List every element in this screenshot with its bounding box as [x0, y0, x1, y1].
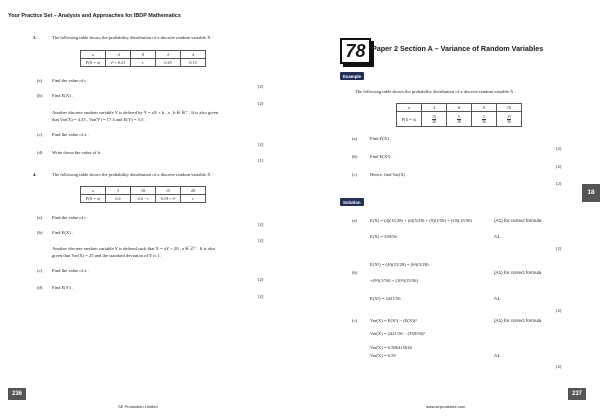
- ex-c-label: (c): [352, 172, 358, 177]
- q4-intro: The following table shows the probability distribution of a discrete random variable X .: [52, 172, 213, 177]
- q3-text2: that Var(X) = 4.35 , Var(Y) = 17.4 and E(Y) = 5.5 .: [52, 117, 146, 122]
- q3-probability-table: [80, 50, 206, 67]
- ex-a-label: (a): [352, 136, 358, 141]
- table-cell: r² + 0.21: [106, 59, 131, 67]
- q4a-label: (a): [37, 215, 43, 220]
- sol-b-mark: [2]: [556, 308, 562, 313]
- sol-a-note2: A1: [494, 234, 500, 239]
- table-cell: x: [81, 51, 106, 59]
- q4-text1: Another discrete random variable Y is defined such that X = aY + 20 , a ∈ ℤ⁺ . It is also: [52, 246, 216, 251]
- q3c-label: (c): [37, 132, 43, 137]
- table-cell: 9: [472, 104, 497, 112]
- table-cell: 10: [131, 187, 156, 195]
- q3-intro: The following table shows the probability distribution of a discrete random variable X .: [52, 35, 213, 40]
- q3c-text: Find the value of a .: [52, 132, 89, 137]
- sol-a-note1: (A1) for correct formula: [494, 218, 542, 223]
- page-number-left: 236: [8, 388, 26, 400]
- ex-b-mark: [2]: [556, 164, 562, 169]
- sol-b-line2: +(9²)(1/56) + (10²)(15/56): [370, 278, 418, 283]
- q4c-text: Find the value of a .: [52, 268, 89, 273]
- table-cell: r: [181, 195, 206, 203]
- q4c-label: (c): [37, 268, 43, 273]
- table-cell: 2: [156, 51, 181, 59]
- sol-a-line1: E(X) = (4)(15/28) + (6)(5/28) + (9)(1/56) + (10)(15/56): [370, 218, 472, 223]
- sol-c-line2: Var(X) = 2421/56 − (339/56)²: [370, 331, 425, 336]
- sol-c-label: (c): [352, 318, 358, 323]
- q4-number: 4.: [33, 172, 37, 177]
- fraction: $\frac{5}{28}$: [457, 114, 461, 124]
- chapter-side-tab: 18: [582, 184, 600, 202]
- q4d-text: Find E(Y) .: [52, 285, 74, 290]
- example-intro: The following table shows the probability distribution of a discrete random variable X .: [355, 89, 516, 94]
- table-cell: 0.4: [106, 195, 131, 203]
- q3a-mark: [2]: [258, 84, 264, 89]
- ex-c-mark: [2]: [556, 181, 562, 186]
- fraction: $\frac{1}{56}$: [482, 114, 486, 124]
- sol-c-mark: [2]: [556, 364, 562, 369]
- table-cell: 0.15: [181, 59, 206, 67]
- table-cell: x: [397, 104, 422, 112]
- q4-text2: given that Var(X) = 25 and the standard deviation of Y is 1.: [52, 253, 161, 258]
- q3-text1: Another discrete random variable Y is defined by Y = aX + b , a , b ∈ ℝ⁺ . It is also given: [52, 110, 219, 115]
- ex-b-text: Find E(X²) .: [370, 154, 393, 159]
- q4-probability-table: [80, 186, 206, 203]
- q4a-text: Find the value of r .: [52, 215, 89, 220]
- table-cell: 20: [181, 187, 206, 195]
- q3d-label: (d): [37, 150, 43, 155]
- q4d-label: (d): [37, 285, 43, 290]
- sol-b-line1: E(X²) = (4²)(15/28) + (6²)(5/28): [370, 262, 429, 267]
- section-number-badge: 78: [340, 38, 371, 64]
- q3d-mark: [1]: [258, 158, 264, 163]
- sol-a-mark: [2]: [556, 246, 562, 251]
- sol-c-line4: Var(X) = 6.59: [370, 353, 396, 358]
- table-cell: 10: [497, 104, 522, 112]
- solution-label: Solution: [340, 198, 364, 206]
- table-cell: 4: [181, 51, 206, 59]
- table-cell: x: [81, 187, 106, 195]
- sol-c-note2: A1: [494, 353, 500, 358]
- table-cell: P(X = x): [397, 112, 422, 127]
- sol-b-note2: A1: [494, 296, 500, 301]
- footer-right: www.seprodstore.com: [426, 404, 466, 409]
- table-cell: r: [131, 59, 156, 67]
- table-cell: 15: [156, 187, 181, 195]
- fraction: $\frac{15}{28}$: [432, 114, 436, 124]
- fraction: $\frac{15}{56}$: [507, 114, 511, 124]
- table-cell: 0.25: [156, 59, 181, 67]
- q4d-mark: [2]: [258, 294, 264, 299]
- table-cell: 4: [422, 104, 447, 112]
- footer-left: SE Production Limited: [118, 404, 158, 409]
- table-cell: [472, 112, 497, 127]
- q3a-label: (a): [37, 78, 43, 83]
- q3b-text: Find E(X) .: [52, 93, 74, 98]
- table-cell: 5: [106, 187, 131, 195]
- sol-c-line3: Var(X) = 6.586415816: [370, 345, 412, 350]
- sol-c-line1: Var(X) = E(X²) − (E(X))²: [370, 318, 417, 323]
- q4a-mark: [2]: [258, 222, 264, 227]
- table-cell: 0.4 − r: [131, 195, 156, 203]
- page-number-right: 237: [568, 388, 586, 400]
- q4b-text: Find E(X) .: [52, 230, 74, 235]
- table-cell: P(X = x): [81, 59, 106, 67]
- book-title: Your Practice Set – Analysis and Approaches for IBDP Mathematics: [8, 13, 181, 19]
- table-cell: −2: [106, 51, 131, 59]
- table-cell: [447, 112, 472, 127]
- table-cell: 0.19 + r²: [156, 195, 181, 203]
- ex-c-text: Hence, find Var(X) .: [370, 172, 408, 177]
- right-page: [300, 0, 600, 420]
- sol-a-label: (a): [352, 218, 358, 223]
- table-cell: 0: [131, 51, 156, 59]
- q3b-label: (b): [37, 93, 43, 98]
- sol-b-line3: E(X²) = 2421/56: [370, 296, 401, 301]
- q3-number: 3.: [33, 35, 37, 40]
- q3b-mark: [2]: [258, 101, 264, 106]
- section-title: Paper 2 Section A – Variance of Random Variables: [372, 44, 544, 53]
- ex-a-text: Find E(X) .: [370, 136, 392, 141]
- q3a-text: Find the value of r .: [52, 78, 89, 83]
- table-cell: P(X = x): [81, 195, 106, 203]
- example-label: Example: [340, 72, 364, 80]
- q4c-mark: [2]: [258, 277, 264, 282]
- sol-b-note1: (A1) for correct formula: [494, 270, 542, 275]
- table-cell: [422, 112, 447, 127]
- q4b-label: (b): [37, 230, 43, 235]
- q3c-mark: [2]: [258, 142, 264, 147]
- table-cell: 6: [447, 104, 472, 112]
- q4b-mark: [2]: [258, 238, 264, 243]
- q3d-text: Write down the value of b .: [52, 150, 103, 155]
- sol-c-note1: (A1) for correct formula: [494, 318, 542, 323]
- sol-a-line2: E(X) = 339/56: [370, 234, 397, 239]
- ex-b-label: (b): [352, 154, 358, 159]
- ex-a-mark: [2]: [556, 146, 562, 151]
- example-probability-table: [396, 103, 522, 127]
- sol-b-label: (b): [352, 270, 358, 275]
- table-cell: [497, 112, 522, 127]
